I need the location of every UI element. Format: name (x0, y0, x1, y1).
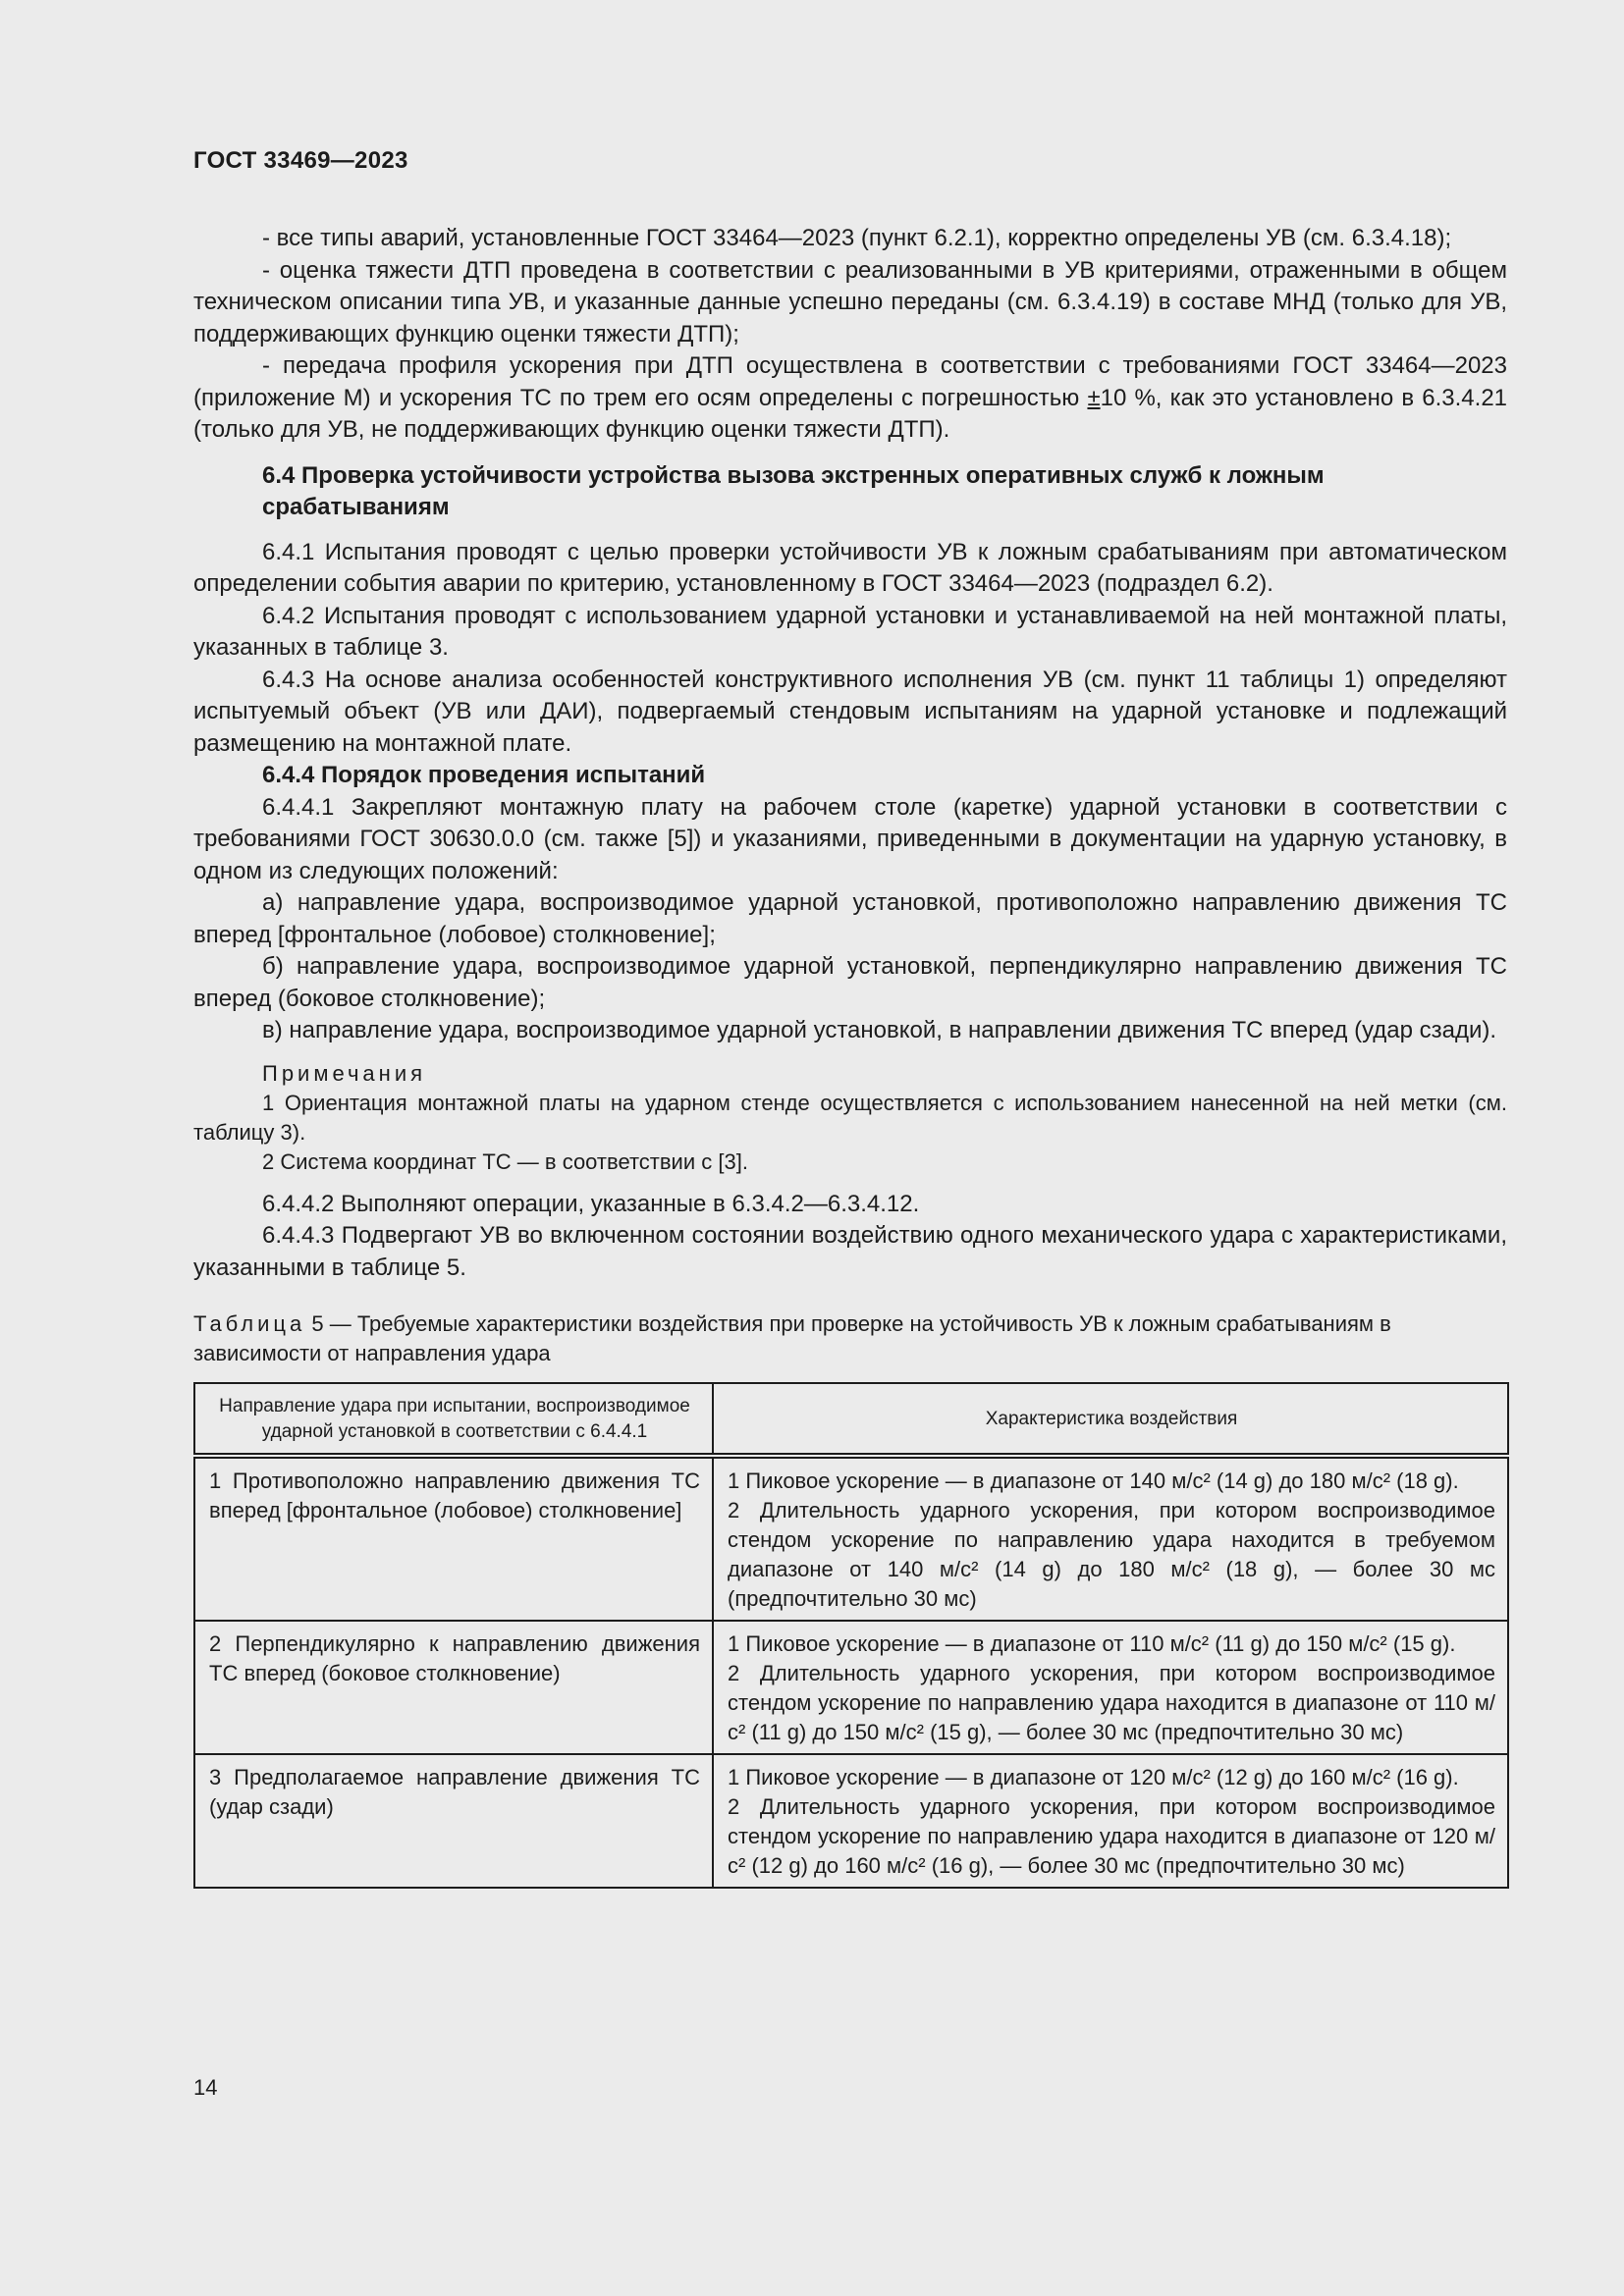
peak-acceleration-text: 1 Пиковое ускорение — в диапазоне от 140 м/с² (14 g) до 180 м/с² (18 g). (728, 1468, 1459, 1493)
duration-text: 2 Длительность ударного ускорения, при котором воспроизводимое стендом ускорение по направлению удара находится в требуемом диапазоне от 140 м/с² (14 g) до 180 м/с² (18 g), — более 30 мс (предпочтительно 30 мс) (728, 1498, 1495, 1611)
paragraph-6-4-2: 6.4.2 Испытания проводят с использованием ударной установки и устанавливаемой на ней монтажной платы, указанных в таблице 3. (193, 602, 1507, 661)
page-content (193, 223, 1507, 1889)
list-item: - все типы аварий, установленные ГОСТ 33464—2023 (пункт 6.2.1), корректно определены УВ (см. 6.3.4.18); (262, 225, 1452, 251)
direction-cell: 2 Перпендикулярно к направлению движения ТС вперед (боковое столкновение) (194, 1621, 713, 1754)
plus-minus-sign: ± (1087, 384, 1101, 411)
characteristic-cell (713, 1621, 1508, 1754)
duration-text: 2 Длительность ударного ускорения, при котором воспроизводимое стендом ускорение по направлению удара находится в диапазоне от 110 м/с² (11 g) до 150 м/с² (15 g), — более 30 мс (предпочтительно 30 мс) (728, 1661, 1495, 1744)
list-item-text: - передача профиля ускорения при ДТП осуществлена в соответствии с требованиями ГОСТ 33464—2023 (приложение М) и ускорения ТС по трем его осям определены с погрешностью (193, 352, 1507, 411)
duration-text: 2 Длительность ударного ускорения, при котором воспроизводимое стендом ускорение по направлению удара находится в диапазоне от 120 м/с² (12 g) до 160 м/с² (16 g), — более 30 мс (предпочтительно 30 мс) (728, 1794, 1495, 1878)
paragraph-6-4-3: 6.4.3 На основе анализа особенностей конструктивного исполнения УВ (см. пункт 11 таблицы 1) определяют испытуемый объект (УВ или ДАИ), подвергаемый стендовым испытаниям на ударной установке и подлежащий размещению на монтажной плате. (193, 666, 1507, 757)
section-title: 6.4 Проверка устойчивости устройства вызова экстренных оперативных служб к ложным срабатываниям (262, 461, 1325, 520)
page-number: 14 (193, 2075, 218, 2100)
subsection-title: 6.4.4 Порядок проведения испытаний (262, 762, 706, 788)
paragraph-6-4-4-3: 6.4.4.3 Подвергают УВ во включенном состоянии воздействию одного механического удара с характеристиками, указанными в таблице 5. (193, 1222, 1507, 1281)
list-item-text: 10 %, как это установлено в 6.3.4.21 (только для УВ, не поддерживающих функцию оценки тяжести ДТП). (193, 384, 1508, 443)
option-item: в) направление удара, воспроизводимое ударной установкой, в направлении движения ТС вперед (удар сзади). (262, 1017, 1497, 1043)
notes-block (193, 1059, 1507, 1177)
impact-characteristics-table (193, 1382, 1509, 1889)
list-item (193, 350, 1507, 447)
note-item: 1 Ориентация монтажной платы на ударном стенде осуществляется с использованием нанесенной на ней метки (см. таблицу 3). (193, 1090, 1507, 1145)
paragraph-6-4-1: 6.4.1 Испытания проводят с целью проверки устойчивости УВ к ложным срабатываниям при автоматическом определении события аварии по критерию, установленному в ГОСТ 33464—2023 (подраздел 6.2). (193, 538, 1507, 597)
direction-cell: 1 Противоположно направлению движения ТС вперед [фронтальное (лобовое) столкновение] (194, 1456, 713, 1621)
peak-acceleration-text: 1 Пиковое ускорение — в диапазоне от 110 м/с² (11 g) до 150 м/с² (15 g). (728, 1631, 1456, 1656)
paragraph-6-4-4-2: 6.4.4.2 Выполняют операции, указанные в 6.3.4.2—6.3.4.12. (262, 1190, 920, 1217)
notes-title: Примечания (262, 1060, 427, 1086)
option-item: б) направление удара, воспроизводимое ударной установкой, перпендикулярно направлению движения ТС вперед (боковое столкновение); (193, 953, 1507, 1012)
list-item: - оценка тяжести ДТП проведена в соответствии с реализованными в УВ критериями, отраженными в общем техническом описании типа УВ, и указанные данные успешно переданы (см. 6.3.4.19) в составе МНД (только для УВ, поддерживающих функцию оценки тяжести ДТП); (193, 256, 1507, 347)
table-row (194, 1621, 1508, 1754)
column-header-characteristic: Характеристика воздействия (713, 1383, 1508, 1456)
table-caption (193, 1309, 1507, 1368)
note-item: 2 Система координат ТС — в соответствии с [3]. (262, 1148, 748, 1174)
table-caption-text: 5 — Требуемые характеристики воздействия при проверке на устойчивость УВ к ложным срабатываниям в зависимости от направления удара (193, 1311, 1391, 1365)
table-row (194, 1754, 1508, 1888)
table-header-row (194, 1383, 1508, 1456)
table-row (194, 1456, 1508, 1621)
peak-acceleration-text: 1 Пиковое ускорение — в диапазоне от 120 м/с² (12 g) до 160 м/с² (16 g). (728, 1765, 1459, 1789)
table-caption-label: Таблица (193, 1311, 306, 1336)
option-item: а) направление удара, воспроизводимое ударной установкой, противоположно направлению движения ТС вперед [фронтальное (лобовое) столкновение]; (193, 889, 1507, 948)
characteristic-cell (713, 1754, 1508, 1888)
paragraph-6-4-4-1: 6.4.4.1 Закрепляют монтажную плату на рабочем столе (каретке) ударной установки в соответствии с требованиями ГОСТ 30630.0.0 (см. также [5]) и указаниями, приведенными в документации на ударную установку, в одном из следующих положений: (193, 793, 1507, 884)
column-header-direction: Направление удара при испытании, воспроизводимое ударной установкой в соответствии с 6.4.4.1 (194, 1383, 713, 1456)
document-code-header: ГОСТ 33469—2023 (193, 147, 408, 174)
direction-cell: 3 Предполагаемое направление движения ТС (удар сзади) (194, 1754, 713, 1888)
characteristic-cell (713, 1456, 1508, 1621)
